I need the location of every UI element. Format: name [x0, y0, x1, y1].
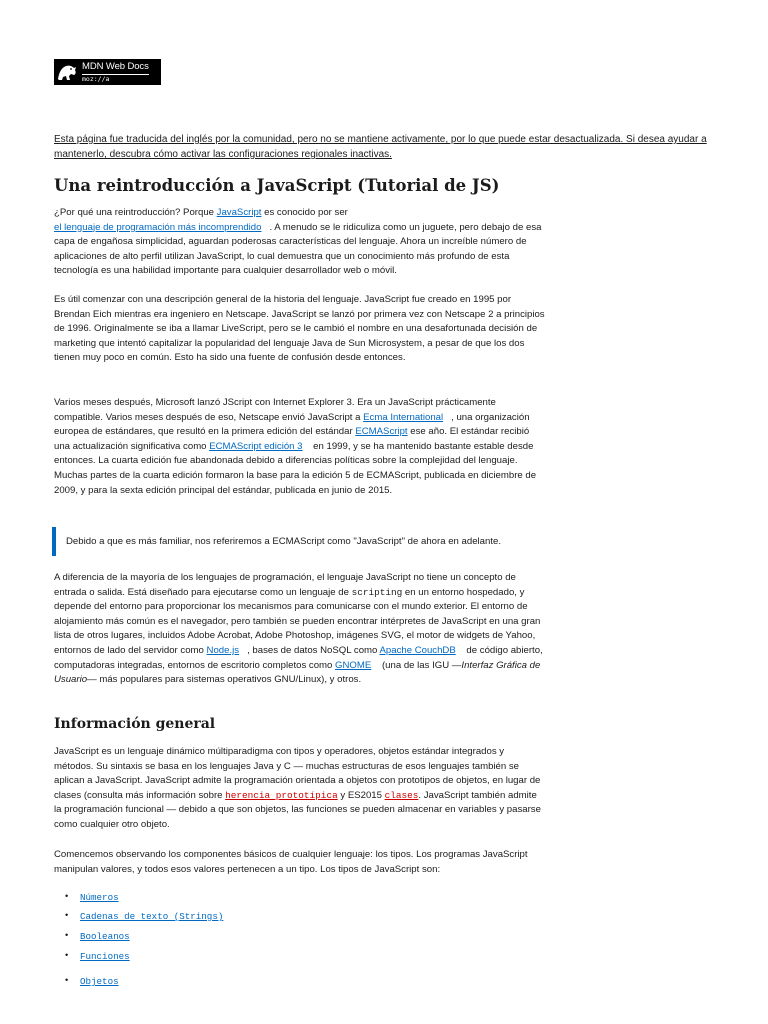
misunderstood-language-link[interactable]: el lenguaje de programación más incomprendido: [54, 221, 262, 233]
list-item: [66, 931, 130, 942]
gnome-link[interactable]: GNOME: [335, 659, 372, 671]
intro-paragraph: ¿Por qué una reintroducción? Porque JavaScript es conocido por ser el lenguaje de programación más incomprendido . A menudo se le ridiculiza como un juguete, pero debajo de esa capa de engañosa simplicidad, aguardan poderosas características del lenguaje. Ahora un increíble número de aplicaciones de alto perfil utilizan JavaScript, lo cual demuestra que un conocimiento más profundo de esta tecnología es una habilidad importante para cualquier desarrollador web o móvil.: [54, 207, 542, 277]
logo-title: MDN Web Docs: [82, 61, 149, 72]
type-link-objects[interactable]: Objetos: [80, 976, 119, 987]
javascript-link[interactable]: JavaScript: [216, 207, 262, 218]
list-item: [66, 951, 130, 962]
page-title: Una reintroducción a JavaScript (Tutorial de JS): [54, 176, 500, 195]
scripting-code: scripting: [351, 586, 403, 598]
type-link-strings[interactable]: Cadenas de texto (Strings): [80, 911, 224, 922]
couchdb-link[interactable]: Apache CouchDB: [379, 644, 456, 656]
ecmascript-link[interactable]: ECMAScript: [355, 426, 408, 438]
classes-link[interactable]: clases: [384, 789, 419, 801]
translation-banner[interactable]: Esta página fue traducida del inglés por la comunidad, pero no se mantiene activamente, por lo que puede estar desactualizada. Si desea ayudar a mantenerlo, descubra cómo activar las configuraciones regionales inactivas.: [54, 134, 707, 160]
note-callout: [52, 527, 546, 556]
section-title-overview: Información general: [54, 716, 216, 732]
prototypal-inheritance-link[interactable]: herencia prototípica: [225, 789, 338, 801]
type-link-booleans[interactable]: Booleanos: [80, 931, 130, 942]
ecma-international-link[interactable]: Ecma International: [363, 411, 444, 423]
logo-subtitle: moz://a: [82, 74, 149, 83]
type-link-numbers[interactable]: Números: [80, 892, 119, 903]
type-link-functions[interactable]: Funciones: [80, 951, 130, 962]
history-paragraph: Es útil comenzar con una descripción general de la historia del lenguaje. JavaScript fue creado en 1995 por Brendan Eich mientras era ingeniero en Netscape. JavaScript se lanzó por primera vez con Netscape 2 a principios de 1996. Originalmente se iba a llamar LiveScript, pero se le cambió el nombre en una desafortunada decisión de marketing que intentó capitalizar la popularidad del lenguaje Java de Sun Microsystem, a pesar de que los dos tienen muy poco en común. Esto ha sido una fuente de confusión desde entonces.: [54, 294, 545, 364]
nodejs-link[interactable]: Node.js: [206, 644, 240, 656]
note-callout-text: Debido a que es más familiar, nos referiremos a ECMAScript como "JavaScript" de ahora en adelante.: [66, 536, 502, 547]
list-item: [66, 976, 119, 987]
mdn-dinosaur-icon: [54, 59, 80, 85]
environment-paragraph: A diferencia de la mayoría de los lenguajes de programación, el lenguaje JavaScript no tiene un concepto de entrada o salida. Está diseñado para ejecutarse como un lenguaje de scripting en un entorno hospedado, y depende del entorno para proporcionar los mecanismos para comunicarse con el mundo exterior. El entorno de alojamiento más común es el navegador, pero también se pueden encontrar intérpretes de JavaScript en una gran lista de otros lugares, incluidos Adobe Acrobat, Adobe Photoshop, imágenes SVG, el motor de widgets de Yahoo, entornos de lado del servidor como Node.js , bases de datos NoSQL como Apache CouchDB de código abierto, computadoras integradas, entornos de escritorio completos como GNOME (una de las IGU —Interfaz Gráfica de Usuario— más populares para sistemas operativos GNU/Linux), y otros.: [54, 572, 543, 686]
overview-paragraph: JavaScript es un lenguaje dinámico múltiparadigma con tipos y operadores, objetos estándar integrados y métodos. Su sintaxis se basa en los lenguajes Java y C — muchas estructuras de esos lenguajes también se aplican a JavaScript. JavaScript admite la programación orientada a objetos con prototipos de objetos, en lugar de clases (consulta más información sobre herencia prototípica y ES2015 clases. JavaScript también admite la programación funcional — debido a que son objetos, las funciones se pueden almacenar en variables y pasarse como cualquier otro objeto.: [54, 746, 541, 830]
types-paragraph: Comencemos observando los componentes básicos de cualquier lenguaje: los tipos. Los programas JavaScript manipulan valores, y todos esos valores pertenecen a un tipo. Los tipos de JavaScript son:: [54, 849, 528, 875]
ecmascript-edition3-link[interactable]: ECMAScript edición 3: [209, 440, 303, 452]
list-item: [66, 911, 223, 922]
mdn-logo[interactable]: [54, 59, 161, 85]
list-item: [66, 892, 119, 903]
jscript-paragraph: Varios meses después, Microsoft lanzó JScript con Internet Explorer 3. Era un JavaScript prácticamente compatible. Varios meses después de eso, Netscape envió JavaScript a Ecma International , una organización europea de estándares, que resultó en la primera edición del estándar ECMAScript ese año. El estándar recibió una actualización significativa como ECMAScript edición 3 en 1999, y se ha mantenido bastante estable desde entonces. La cuarta edición fue abandonada debido a diferencias políticas sobre la complejidad del lenguaje. Muchas partes de la cuarta edición formaron la base para la edición 5 de ECMAScript, publicada en diciembre de 2009, y para la sexta edición principal del estándar, publicada en junio de 2015.: [54, 397, 537, 496]
